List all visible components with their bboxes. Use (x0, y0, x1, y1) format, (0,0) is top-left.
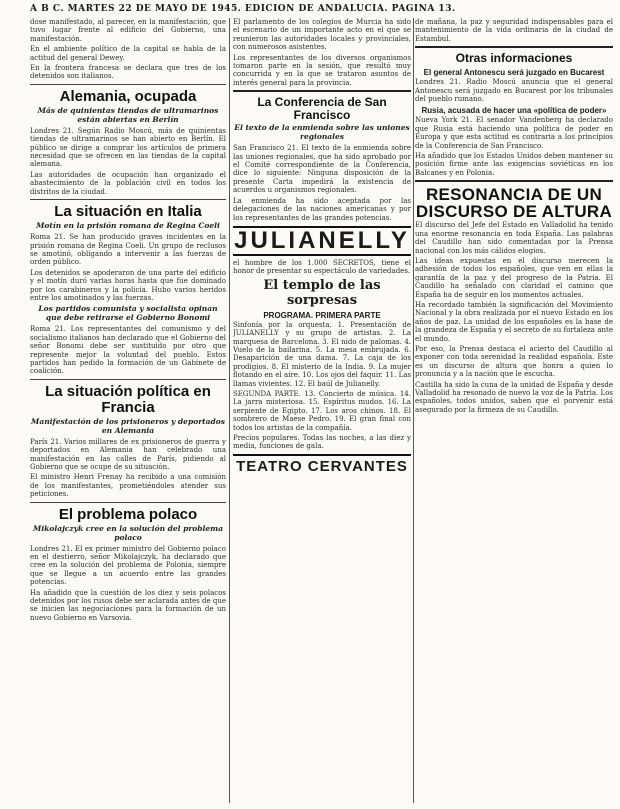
divider (415, 180, 613, 182)
article-paragraph: Ha recordado también la significación del Movimiento Nacional y la obra realizada por el nuevo Estado en los años de paz. La unidad de los españoles es la base de la grandeza de España y el secreto de su fortaleza ante el mundo. (415, 300, 613, 343)
intro-line: dose manifestado, al parecer, en la manifestación, que tuvo lugar frente al edificio del Gobierno, una manifestación. (30, 18, 226, 43)
ad-paragraph: SEGUNDA PARTE. 13. Concierto de música. 14. La jarra misteriosa. 15. Espíritus mudos. 16. La serpiente de Egipto. 17. Los aros chinos. 18. El sombrero de Maese Pedro. 19. El gran final con todos los artistas de la compañía. (233, 389, 411, 432)
section-title: Otras informaciones (455, 51, 573, 66)
article-paragraph: Londres 21. Radio Moscú anuncia que el general Antonescu será juzgado en Bucarest por los tribunales del pueblo rumano. (415, 78, 613, 104)
article-title: Rusia, acusada de hacer una «política de poder» (421, 106, 607, 116)
article-paragraph: Las ideas expuestas en el discurso merecen la adhesión de todos los españoles, que ven en ellas la garantía de la paz y del progreso de la Patria. El Caudillo ha señalado con claridad el camino que España ha de seguir en los momentos actuales. (415, 256, 613, 299)
article-paragraph: Roma 21. Los representantes del comunismo y del socialismo italianos han declarado que el Gobierno del señor Bonomi debe ser sustituido por otro que represente mejor la voluntad del pueblo. Estos partidos han pedido la formación de un Gabinete de coalición. (30, 325, 226, 376)
article-title: El problema polaco (58, 505, 198, 523)
ad-headline: JULIANELLY (234, 226, 410, 254)
ad-title: El templo de las sorpresas (263, 277, 381, 308)
article-paragraph: París 21. Varios millares de ex prisioneros de guerra y deportados en Alemania han celebrado una manifestación en las calles de París, pidiendo al Gobierno que se ocupe de su situación. (30, 437, 226, 471)
article-subtitle: Los partidos comunista y socialista opinan que debe retirarse el Gobierno Bonomi (38, 304, 218, 323)
article-subtitle: Motín en la prisión romana de Regina Coeli (36, 221, 220, 231)
article-paragraph: La enmienda ha sido aceptada por las delegaciones de las naciones americanas y por los representantes de las grandes potencias. (233, 196, 411, 222)
article-paragraph: Londres 21. Según Radio Moscú, más de quinientas tiendas de ultramarinos se han abierto en Berlín. El público se dirige a comprar los artículos de primera necesidad que se ofrecen en las tiendas de la capital alemana. (30, 126, 226, 169)
article-title: La situación en Italia (54, 203, 202, 221)
article-subtitle: Manifestación de los prisioneros y deportados en Alemania (31, 416, 225, 435)
article-subtitle: Más de quinientas tiendas de ultramarinos están abiertas en Berlín (37, 105, 219, 124)
column-rule-2 (413, 18, 414, 803)
column-right (415, 18, 613, 803)
intro-line: En el ambiente político de la capital se habla de la actitud del general Dewey. (30, 45, 226, 62)
divider (30, 379, 226, 380)
article-title: RESONANCIA DE UN DISCURSO DE ALTURA (415, 185, 613, 222)
article-subtitle: Mikolajczyk cree en la solución del problema polaco (33, 523, 223, 542)
divider (30, 199, 226, 200)
ad-paragraph: Sinfonía por la orquesta. 1. Presentación de JULIANELLY y su grupo de artistas. 2. La marquesa de Barcelona. 3. El nido de palomas. 4. Vuelo de la bailarina. 5. La mesa embrujada. 6. Desaparición de una dama. 7. La caja de los prodigios. 8. El misterio de la India. 9. La mujer flotando en el aire. 10. Los ojos del faquir. 11. Las llamas vivientes. 12. El baúl de Julianelly. (233, 320, 411, 388)
divider (415, 46, 613, 48)
column-middle (233, 18, 411, 803)
article-paragraph: Por eso, la Prensa destaca el acierto del Caudillo al exponer con toda serenidad la realidad española. Este es un discurso de altura que honra a quien lo pronuncia y a la nación que le escucha. (415, 344, 613, 379)
article-paragraph: Ha añadido que los Estados Unidos deben mantener su posición firme ante las exigencias soviéticas en los Balcanes y en Polonia. (415, 152, 613, 177)
article-paragraph: Los representantes de los diversos organismos tomaron parte en la sesión, que resultó muy concurrida y en la que se trataron asuntos de interés general para la provincia. (233, 53, 411, 87)
column-rule-1 (229, 18, 230, 803)
divider (30, 502, 226, 503)
article-title: La situación política en Francia (45, 382, 211, 416)
article-title: La Conferencia de San Francisco (257, 95, 387, 123)
ad-paragraph: Precios populares. Todas las noches, a las diez y media, funciones de gala. (233, 434, 411, 451)
intro-line: En la frontera francesa se declara que tres de los detenidos son italianos. (30, 64, 226, 81)
article-title: El general Antonescu será juzgado en Bucarest (423, 68, 605, 78)
theatre-name: TEATRO CERVANTES (233, 454, 411, 475)
article-paragraph: Las autoridades de ocupación han organizado el abastecimiento de la población civil en todos los distritos de la ciudad. (30, 170, 226, 196)
article-paragraph: Ha añadido que la cuestión de los diez y seis polacos detenidos por los rusos debe ser aclarada antes de que se inicien las negociaciones para la formación de un nuevo Gobierno en Varsovia. (30, 588, 226, 622)
article-paragraph: de mañana, la paz y seguridad indispensables para el mantenimiento de la vida ordinaria de la ciudad de Estambul. (415, 18, 613, 43)
article-title: Alemania, ocupada (59, 87, 197, 105)
column-left (30, 18, 226, 803)
divider (233, 90, 411, 92)
article-paragraph: El parlamento de los colegios de Murcia ha sido el escenario de un importante acto en el que se reunieron las autoridades locales y provinciales, con numerosos asistentes. (233, 18, 411, 52)
ad-subtitle: PROGRAMA. PRIMERA PARTE (263, 310, 381, 320)
divider (30, 84, 226, 85)
article-paragraph: Roma 21. Se han producido graves incidentes en la prisión romana de Regina Coeli. Un grupo de reclusos se amotinó, obligando a intervenir a las fuerzas de orden público. (30, 233, 226, 267)
article-subtitle: El texto de la enmienda sobre las uniones regionales (234, 123, 410, 142)
running-head: A B C. MARTES 22 DE MAYO DE 1945. EDICION DE ANDALUCIA. PAGINA 13. (30, 4, 456, 14)
ad-paragraph: el hombre de los 1.000 SECRETOS, tiene el honor de presentar su espectáculo de variedades. (233, 258, 411, 276)
article-paragraph: El discurso del Jefe del Estado en Valladolid ha tenido una enorme resonancia en toda España. Las palabras del Caudillo han sido comentadas por la Prensa nacional con los más cálidos elogios. (415, 221, 613, 255)
article-paragraph: San Francisco 21. El texto de la enmienda sobre las uniones regionales, que ha sido aprobado por el Comité correspondiente de la Conferencia, dice lo siguiente: Ninguna disposición de la presente Carta impedirá la existencia de acuerdos u organismos regionales. (233, 144, 411, 195)
article-paragraph: Londres 21. El ex primer ministro del Gobierno polaco en el destierro, señor Mikolajczyk, ha declarado que cree en la solución del problema de Polonia, siempre que se llegue a un acuerdo entre las grandes potencias. (30, 544, 226, 587)
article-paragraph: Nueva York 21. El senador Vandenberg ha declarado que Rusia está haciendo una política de poder en Europa y que esta actitud es contraria a los principios de la Conferencia de San Francisco. (415, 116, 613, 150)
article-paragraph: Los detenidos se apoderaron de una parte del edificio y el motín duró varias horas hasta que fue dominado por los carabineros y la policía. Hubo varios heridos entre los amotinados y las fuerzas. (30, 268, 226, 302)
article-paragraph: Castilla ha sido la cuna de la unidad de España y desde Valladolid ha resonado de nuevo la voz de la Patria. Los españoles, todos unidos, saben que el porvenir está asegurado por la firmeza de su Caudillo. (415, 380, 613, 414)
article-paragraph: El ministro Henri Frenay ha recibido a una comisión de los manifestantes, prometiéndoles atender sus peticiones. (30, 473, 226, 499)
